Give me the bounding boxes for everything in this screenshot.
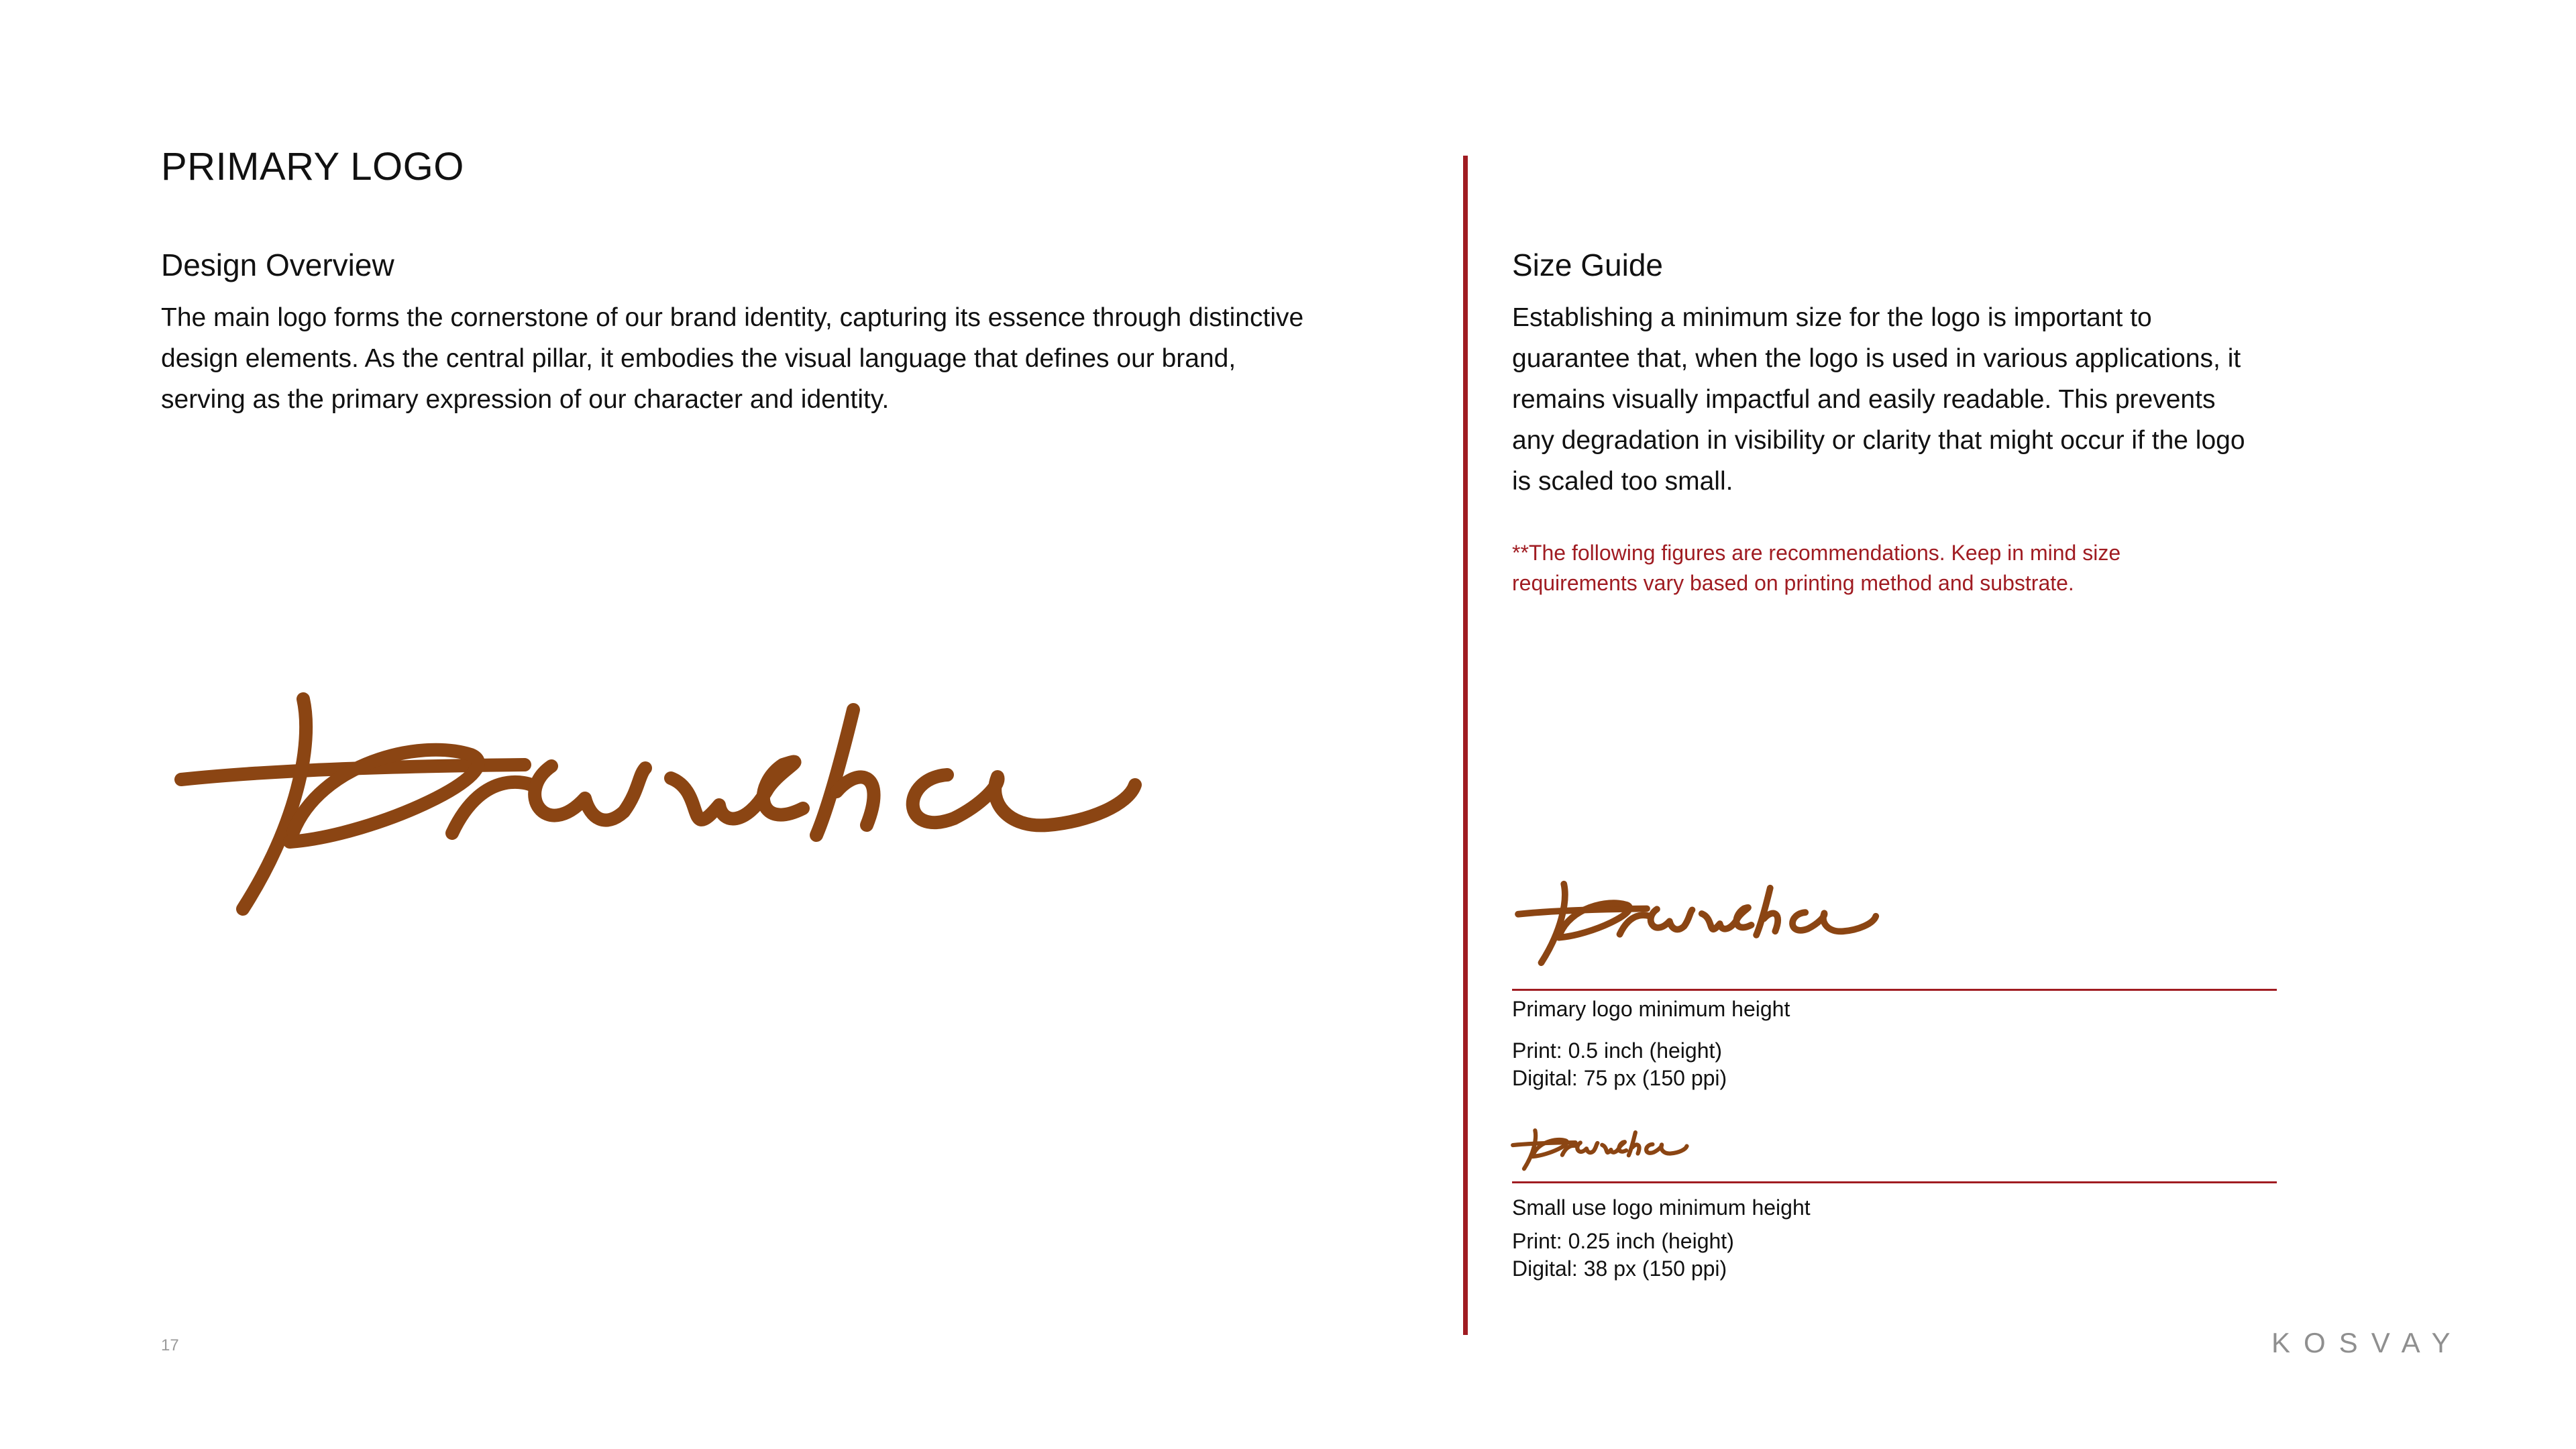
pravaha-logo-medium <box>1516 880 1878 967</box>
small-logo-print-size: Print: 0.25 inch (height) <box>1512 1229 1734 1253</box>
page-number: 17 <box>161 1336 179 1354</box>
size-guide-note: **The following figures are recommendations. Keep in mind size requirements vary based on printing method and substrate. <box>1512 541 2121 595</box>
primary-logo-rule <box>1512 989 2277 991</box>
size-guide-body: Establishing a minimum size for the logo is important to guarantee that, when the logo is used in various applications, it remains visually impactful and easily readable. This prevents any degradation in visibility or clarity that might occur if the logo is scaled too small. <box>1512 303 2245 496</box>
pravaha-logo-small <box>1511 1129 1689 1171</box>
small-logo-sample <box>1511 1129 1689 1171</box>
pravaha-logo-large <box>176 691 1142 919</box>
brand-wordmark: KOSVAY <box>2271 1327 2464 1358</box>
design-overview-heading: Design Overview <box>161 248 394 282</box>
primary-logo-digital-size: Digital: 75 px (150 ppi) <box>1512 1066 1727 1090</box>
page-title: PRIMARY LOGO <box>161 145 464 189</box>
small-logo-digital-size: Digital: 38 px (150 ppi) <box>1512 1256 1727 1281</box>
small-logo-min-label: Small use logo minimum height <box>1512 1195 1811 1220</box>
column-divider <box>1463 156 1468 1335</box>
small-logo-rule <box>1512 1181 2277 1183</box>
size-guide-heading: Size Guide <box>1512 248 1664 282</box>
primary-logo-min-label: Primary logo minimum height <box>1512 997 1790 1021</box>
primary-logo <box>176 691 1142 919</box>
primary-logo-print-size: Print: 0.5 inch (height) <box>1512 1038 1723 1063</box>
design-overview-body: The main logo forms the cornerstone of our brand identity, capturing its essence through distinctive design elements. As the central pillar, it embodies the visual language that defines our brand, serving as the primary expression of our character and identity. <box>161 303 1304 414</box>
primary-logo-sample <box>1516 880 1878 967</box>
